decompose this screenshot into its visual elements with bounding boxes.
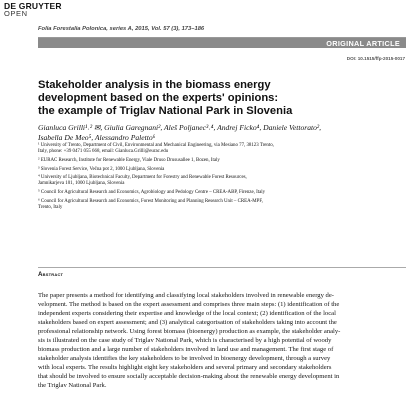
affiliation-item [38,158,388,164]
title-line: Stakeholder analysis in the biomass energy [38,79,271,91]
paper-title [38,79,338,118]
section-rule [38,267,406,268]
affiliation-line: Jamnikarjeva 101, 1000 Ljubljana, Slovenia [38,181,125,187]
abstract-line: the Triglav National Park. [38,382,107,390]
abstract-line: professional relationship network. Using forest biomass (bioenergy) production as example, the stakeholder analy- [38,328,341,336]
abstract-line: stakeholders based on expert assessment; and (3) analytical categorisation of stakeholders taking into account the [38,319,337,327]
publisher-name: DE GRUYTER [4,1,62,11]
affiliations [38,143,388,214]
author-line: Isabella De Meo⁵, Alessandro Paletto⁶ [38,133,156,142]
title-line: development based on the experts' opinions: [38,92,279,104]
abstract-line: that should be involved to ensure socially acceptable decision-making about the renewable energy development in [38,373,340,381]
abstract-line: with local experts. The results highlight eight key stakeholders and several primary and secondary stakeholders [38,364,332,372]
abstract-line: velopment. The method is based on the expert assessment and comprises three main steps: (1) identification of the [38,301,340,309]
publisher-tag: OPEN [4,9,28,18]
affiliation-item [38,175,388,187]
affiliation-item [38,199,388,211]
affiliation-line: ⁵ Council for Agricultural Research and Economics, Agrobiology and Pedology Centre – CREA-ABP, Firenze, Italy [38,190,266,196]
affiliation-item [38,167,388,173]
article-type-label: ORIGINAL ARTICLE [326,39,400,48]
abstract-body [38,291,398,391]
author-line: Gianluca Grilli¹˒² ✉, Giulia Garegnani², Aleš Poljanec³˒⁴, Andrej Ficko⁴, Daniele Vettorato², [38,123,322,132]
abstract-heading: Abstract [38,271,64,278]
affiliation-item [38,190,388,196]
doi: DOI: 10.1515/ffp-2015-0017 [346,56,405,61]
affiliation-line: ¹ University of Trento, Department of Civil, Environmental and Mechanical Engineering, via Mesiano 77, 38123 Trento, [38,143,274,148]
affiliation-line: ³ Slovenia Forest Service, Večna pot 2, 1000 Ljubljana, Slovenia [38,166,165,172]
journal-citation: Folia Forestalia Polonica, series A, 2015, Vol. 57 (3), 173–186 [38,26,205,32]
article-type-bar [38,38,406,48]
title-line: the example of Triglav National Park in Slovenia [38,105,293,117]
abstract-line: sis is illustrated on the case study of Triglav National Park, which is characterised by a high potential of woody [38,337,332,345]
publisher-logo [4,2,62,18]
affiliation-item [38,143,388,155]
abstract-line: independent experts considering their expertise and knowledge of the local context; (2) identification of the local [38,310,336,318]
affiliation-line: Trento, Italy [38,204,63,210]
author-list [38,123,378,143]
abstract-line: The paper presents a method for identifying and classifying local stakeholders involved in renewable energy de- [38,292,334,299]
affiliation-line: ⁴ University of Ljubljana, Biotechnical Faculty, Department for Forestry and Renewable Forest Resources, [38,175,247,181]
abstract-line: biomass production and a large number of stakeholders involved in land use and management. The first stage of [38,346,334,354]
affiliation-line: ² EURAC Research, Institute for Renewable Energy, Viale Druso Drususallee 1, Bozen, Italy [38,157,220,163]
affiliation-line: ⁶ Council for Agricultural Research and Economics, Forest Monitoring and Planning Research Unit – CREA-MPF, [38,198,263,204]
affiliation-line: Italy, phone: +39 0471 055 668, email: Gianluca.Grilli@eurac.edu [38,149,169,154]
abstract-line: stakeholder analysis identifies the key stakeholders to be involved in bioenergy development, through a survey [38,355,331,363]
